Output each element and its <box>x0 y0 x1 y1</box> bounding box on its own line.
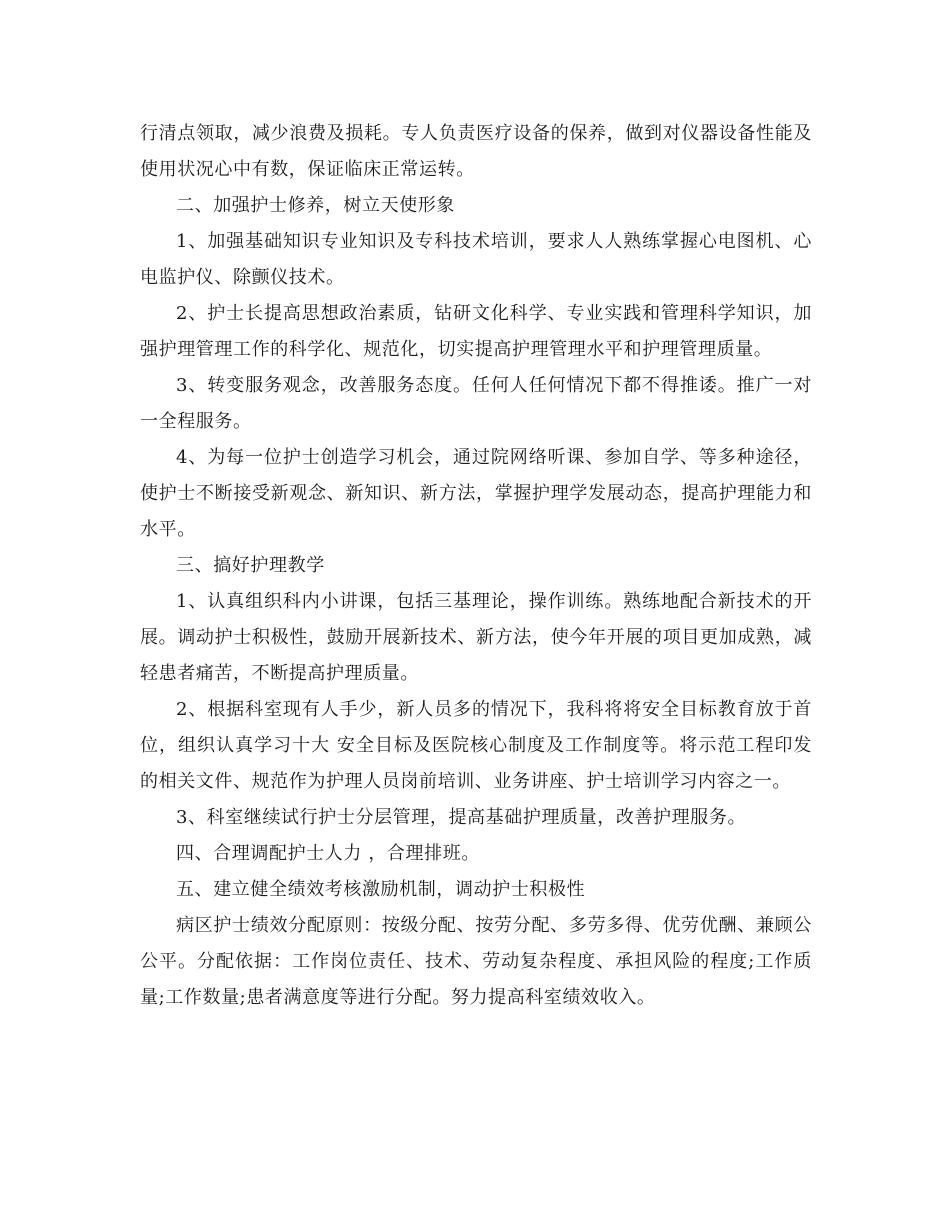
paragraph: 2、护士长提高思想政治素质，钻研文化科学、专业实践和管理科学知识，加强护理管理工作的科学化、规范化，切实提高护理管理水平和护理管理质量。 <box>140 303 812 360</box>
section-heading-5: 五、建立健全绩效考核激励机制，调动护士积极性 <box>176 879 586 900</box>
paragraph: 4、为每一位护士创造学习机会，通过院网络听课、参加自学、等多种途径，使护士不断接受新观念、新知识、新方法，掌握护理学发展动态，提高护理能力和水平。 <box>140 447 812 540</box>
paragraph: 2、根据科室现有人手少，新人员多的情况下，我科将将安全目标教育放于首位，组织认真学习十大 安全目标及医院核心制度及工作制度等。将示范工程印发的相关文件、规范作为护理人员岗前培训、业务讲座、护士培训学习内容之一。 <box>140 699 812 792</box>
paragraph: 1、加强基础知识专业知识及专科技术培训，要求人人熟练掌握心电图机、心电监护仪、除颤仪技术。 <box>140 231 812 288</box>
paragraph-continuation: 行清点领取，减少浪费及损耗。专人负责医疗设备的保养，做到对仪器设备性能及使用状况心中有数，保证临床正常运转。 <box>140 123 812 180</box>
section-heading-4: 四、合理调配护士人力 ，合理排班。 <box>176 843 480 864</box>
paragraph: 病区护士绩效分配原则：按级分配、按劳分配、多劳多得、优劳优酬、兼顾公公平。分配依据：工作岗位责任、技术、劳动复杂程度、承担风险的程度;工作质量;工作数量;患者满意度等进行分配。努力提高科室绩效收入。 <box>140 915 812 1008</box>
document-body <box>140 116 812 1016</box>
section-heading-2: 二、加强护士修养，树立天使形象 <box>176 195 455 216</box>
paragraph: 3、转变服务观念，改善服务态度。任何人任何情况下都不得推诿。推广一对一全程服务。 <box>140 375 812 432</box>
section-heading-3: 三、搞好护理教学 <box>176 555 325 576</box>
paragraph: 1、认真组织科内小讲课，包括三基理论，操作训练。熟练地配合新技术的开展。调动护士积极性，鼓励开展新技术、新方法，使今年开展的项目更加成熟，减轻患者痛苦，不断提高护理质量。 <box>140 591 812 684</box>
paragraph: 3、科室继续试行护士分层管理，提高基础护理质量，改善护理服务。 <box>176 807 747 828</box>
